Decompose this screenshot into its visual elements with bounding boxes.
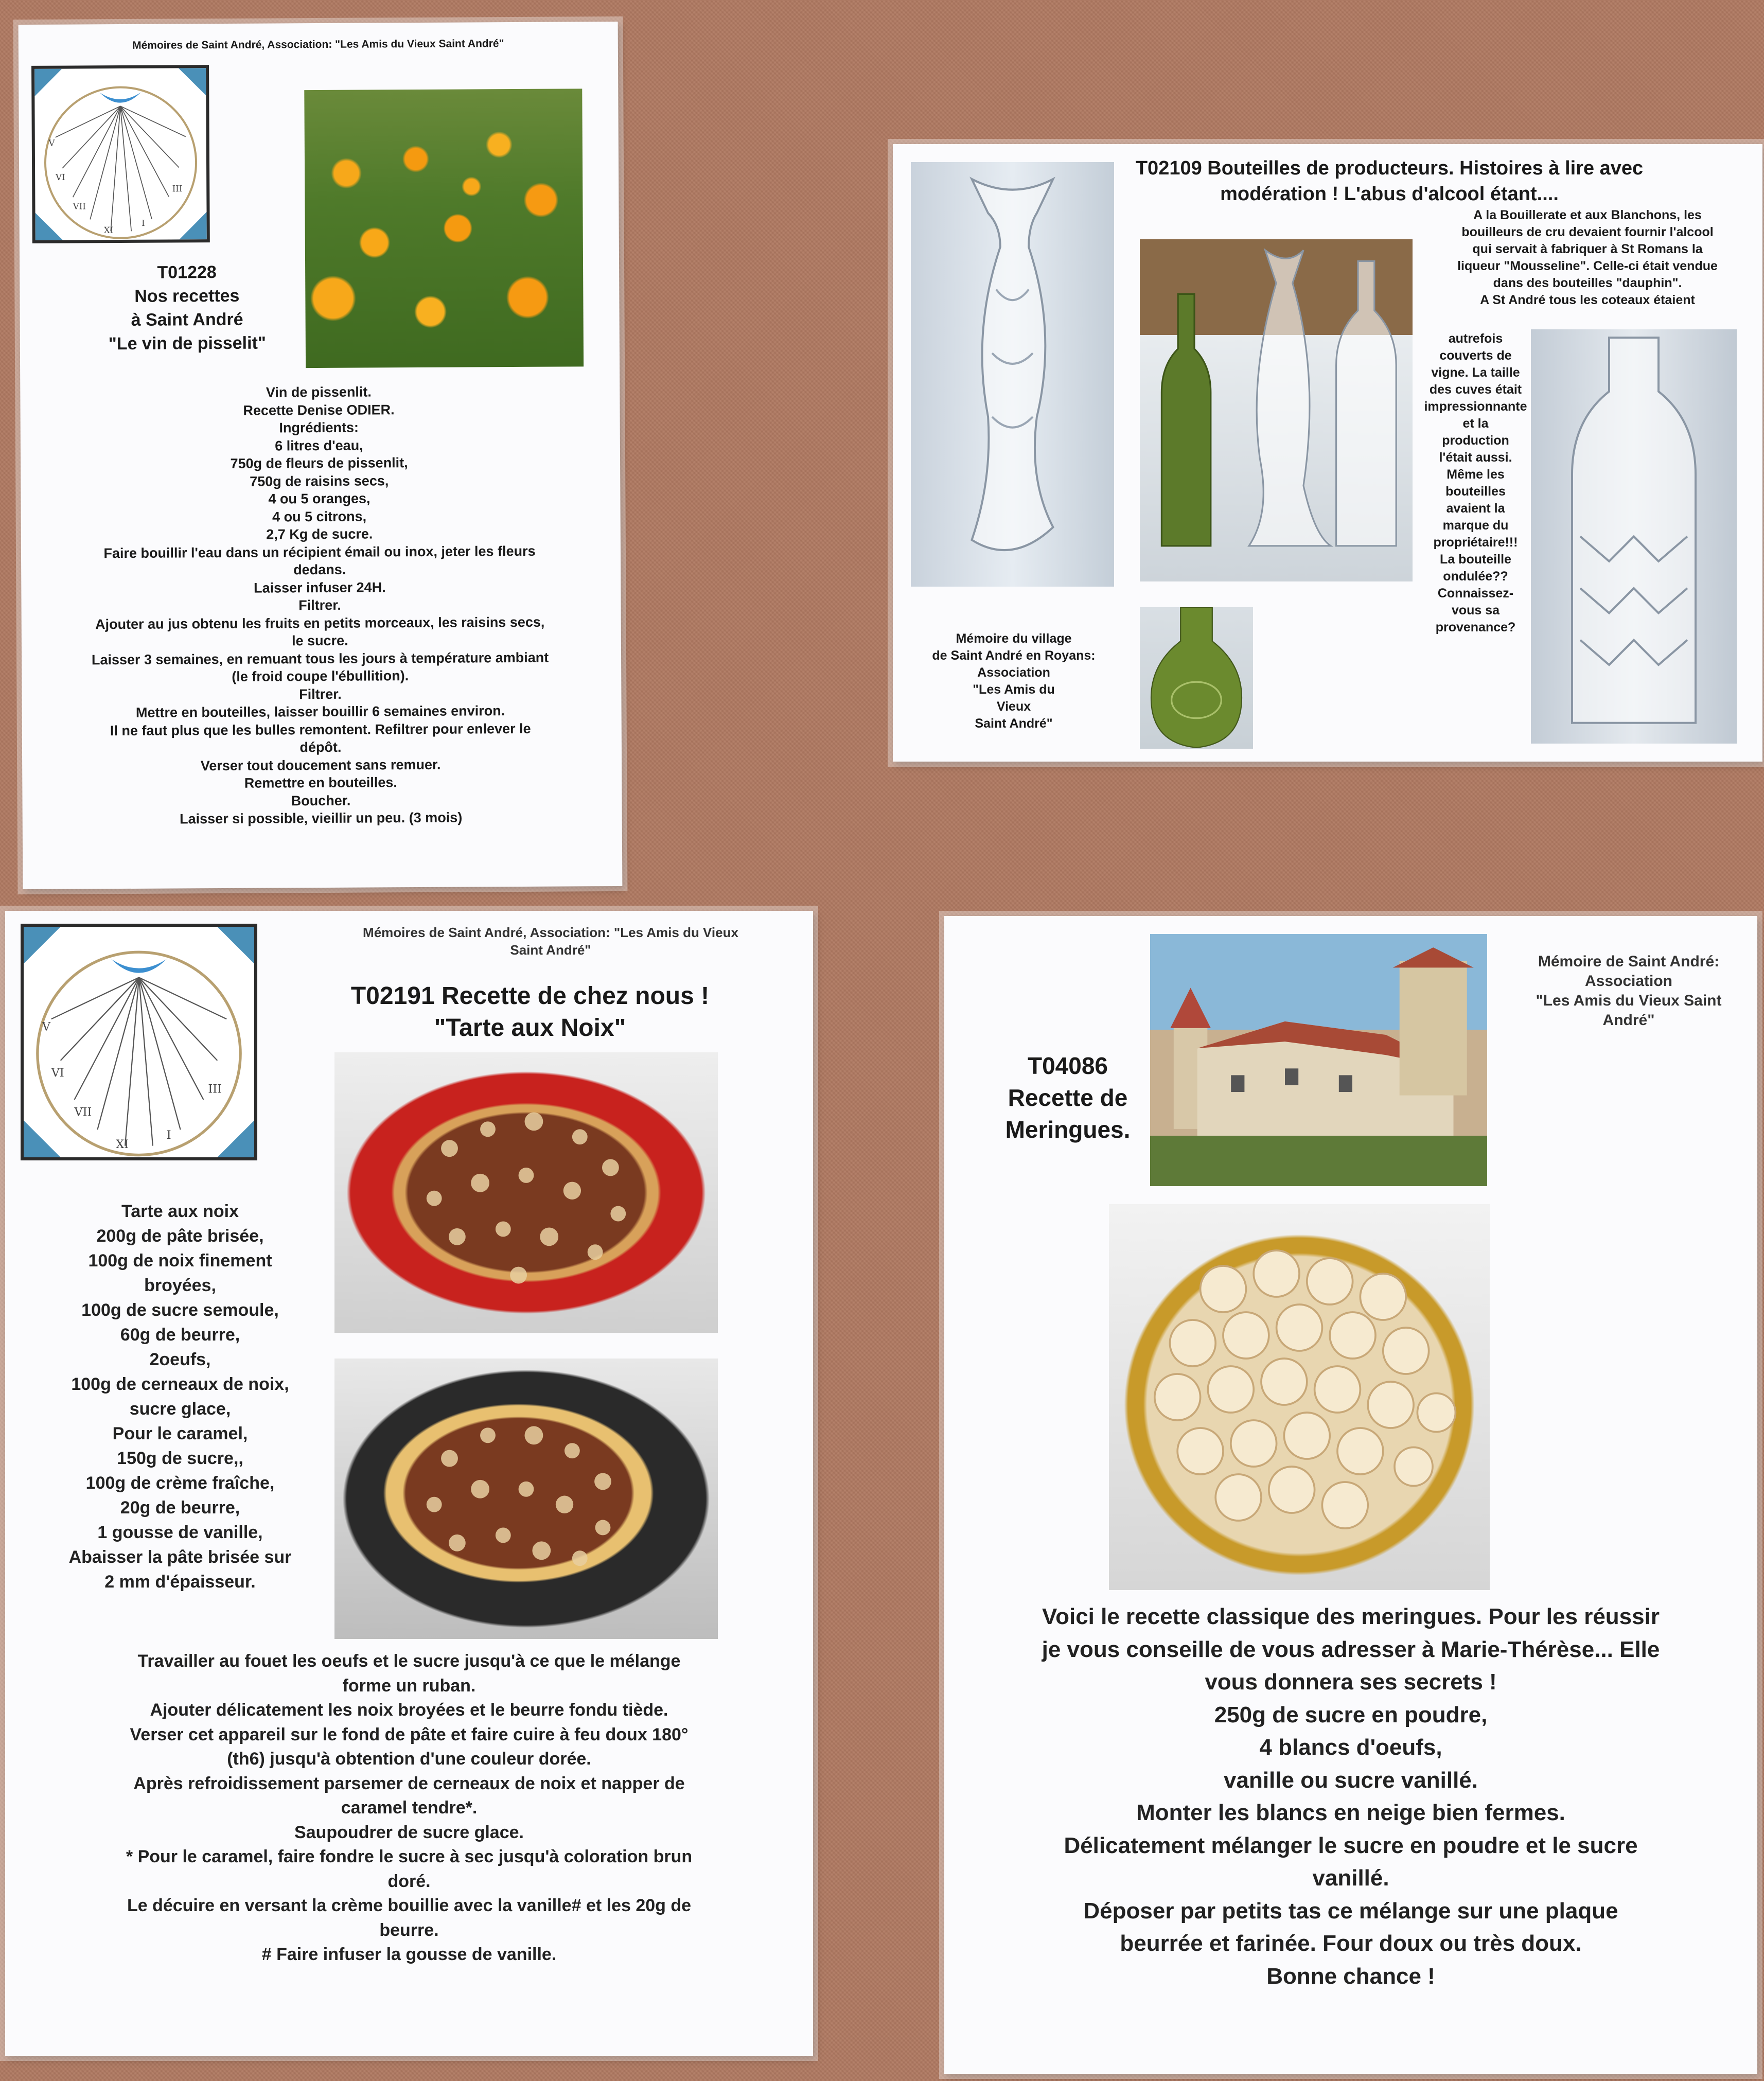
body-line: vanillé. <box>1312 1865 1389 1891</box>
ingredient-line: Pour le caramel, <box>112 1424 248 1443</box>
story-line: Connaissez- <box>1437 586 1514 601</box>
recipe-line: Faire bouillir l'eau dans un récipient émail ou inox, jeter les fleurs <box>103 543 536 561</box>
recipe-line: Verser tout doucement sans remuer. <box>200 756 441 773</box>
ingredient-line: 100g de crème fraîche, <box>85 1473 275 1493</box>
recipe-line: Filtrer. <box>299 686 342 702</box>
step-line: Verser cet appareil sur le fond de pâte et faire cuire à feu doux 180° <box>130 1724 689 1744</box>
sundial-illustration <box>21 924 257 1160</box>
story-line: A St André tous les coteaux étaient <box>1480 293 1695 307</box>
svg-text:XI: XI <box>116 1138 129 1152</box>
story-line: marque du <box>1442 518 1509 533</box>
recipe-line: Ajouter au jus obtenu les fruits en petits morceaux, les raisins secs, <box>95 614 545 632</box>
svg-text:III: III <box>172 184 183 194</box>
story-line: liqueur "Mousseline". Celle-ci était vendue <box>1457 259 1718 273</box>
step-line: Le décuire en versant la crème bouillie avec la vanille# et les 20g de <box>127 1896 692 1915</box>
card4-header-line: "Les Amis du Vieux Saint <box>1536 992 1722 1009</box>
dandelion-field-photo <box>304 89 584 368</box>
ingredient-line: 2 mm d'épaisseur. <box>104 1572 256 1592</box>
card3-header <box>293 924 808 959</box>
ingredient-line: 150g de sucre,, <box>117 1449 243 1468</box>
card3-title <box>283 980 777 1044</box>
story-line: ondulée?? <box>1443 569 1508 584</box>
svg-text:III: III <box>208 1082 222 1096</box>
dolphin-bottle-photo <box>911 162 1114 587</box>
recipe-line: le sucre. <box>292 632 348 649</box>
card3-header-line: Mémoires de Saint André, Association: "Les Amis du Vieux <box>363 925 738 940</box>
story-line: La bouteille <box>1440 552 1511 567</box>
story-line: bouilleurs de cru devaient fournir l'alcool <box>1461 225 1714 239</box>
step-line: Saupoudrer de sucre glace. <box>294 1822 524 1842</box>
story-line: et la <box>1462 416 1489 431</box>
recipe-line: 4 ou 5 oranges, <box>268 490 371 507</box>
step-line: caramel tendre*. <box>341 1798 478 1818</box>
recipe-line: Laisser si possible, vieillir un peu. (3 mois) <box>180 809 463 827</box>
card1-title-line: à Saint André <box>131 309 243 330</box>
card2-title-line: modération ! L'abus d'alcool étant.... <box>1220 183 1559 205</box>
card3-title-line: T02191 Recette de chez nous ! <box>350 982 710 1010</box>
recipe-line: 6 litres d'eau, <box>275 437 363 453</box>
card2-story-top <box>1423 207 1752 309</box>
bottles-info-card <box>893 144 1762 762</box>
story-line: propriétaire!!! <box>1433 535 1518 550</box>
ingredient-line: Tarte aux noix <box>121 1202 239 1221</box>
svg-text:I: I <box>142 218 145 228</box>
footer-line: de Saint André en Royans: <box>932 648 1096 663</box>
story-line: bouteilles <box>1445 484 1506 499</box>
body-line: vous donnera ses secrets ! <box>1205 1669 1497 1695</box>
footer-line: Saint André" <box>975 716 1053 731</box>
svg-text:VI: VI <box>56 172 65 183</box>
body-line: Voici le recette classique des meringues. Pour les réussir <box>1042 1604 1660 1629</box>
step-line: # Faire infuser la gousse de vanille. <box>261 1945 557 1964</box>
card3-steps <box>26 1649 792 1967</box>
ingredient-line: 200g de pâte brisée, <box>96 1226 264 1246</box>
card1-header: Mémoires de Saint André, Association: "Les Amis du Vieux Saint André" <box>132 38 504 51</box>
story-line: provenance? <box>1435 620 1516 634</box>
step-line: Après refroidissement parsemer de cerneaux de noix et napper de <box>133 1773 685 1793</box>
body-line: Monter les blancs en neige bien fermes. <box>1136 1800 1565 1825</box>
ingredient-line: 20g de beurre, <box>120 1498 240 1518</box>
footer-line: Mémoire du village <box>956 631 1072 646</box>
recipe-line: Boucher. <box>291 792 351 808</box>
chateau-photo <box>1150 934 1487 1186</box>
body-line: beurrée et farinée. Four doux ou très doux. <box>1120 1931 1582 1956</box>
story-line: qui servait à fabriquer à St Romans la <box>1472 242 1703 256</box>
step-line: (th6) jusqu'à obtention d'une couleur dorée. <box>227 1749 591 1769</box>
recipe-card-walnut-tart <box>5 911 813 2056</box>
recipe-line: 2,7 Kg de sucre. <box>266 526 373 542</box>
card1-title-line: Nos recettes <box>134 286 240 306</box>
step-line: forme un ruban. <box>342 1676 476 1696</box>
card2-title-line: T02109 Bouteilles de producteurs. Histoires à lire avec <box>1135 157 1644 179</box>
recipe-line: (le froid coupe l'ébullition). <box>232 668 409 684</box>
card2-title <box>1096 155 1683 207</box>
card2-story-column <box>1418 330 1533 636</box>
step-line: Travailler au fouet les oeufs et le sucre jusqu'à ce que le mélange <box>137 1651 681 1671</box>
card1-recipe-text <box>51 382 589 828</box>
recipe-line: Remettre en bouteilles. <box>244 774 397 791</box>
step-line: * Pour le caramel, faire fondre le sucre à sec jusqu'à coloration brun <box>126 1847 693 1866</box>
card1-title <box>66 260 308 356</box>
story-line: couverts de <box>1439 348 1512 363</box>
ingredient-line: 60g de beurre, <box>120 1325 240 1345</box>
card4-title-line: Meringues. <box>1005 1116 1131 1143</box>
story-line: l'était aussi. <box>1439 450 1512 465</box>
svg-text:VII: VII <box>74 1105 92 1119</box>
story-line: Même les <box>1447 467 1505 482</box>
story-line: production <box>1442 433 1509 448</box>
recipe-line: dedans. <box>293 561 346 578</box>
recipe-line: dépôt. <box>299 739 342 755</box>
card3-ingredients <box>26 1199 334 1594</box>
recipe-card-meringues <box>944 916 1757 2074</box>
body-line: je vous conseille de vous adresser à Marie-Thérèse... Elle <box>1042 1636 1660 1662</box>
recipe-line: Il ne faut plus que les bulles remontent. Refiltrer pour enlever le <box>110 720 531 738</box>
ingredient-line: 100g de cerneaux de noix, <box>71 1374 289 1394</box>
footer-line: Vieux <box>996 699 1031 714</box>
svg-text:I: I <box>166 1128 171 1142</box>
ingredient-line: broyées, <box>144 1276 216 1295</box>
step-line: doré. <box>387 1871 431 1891</box>
card3-header-line: Saint André" <box>510 942 591 958</box>
wavy-bottle-photo <box>1531 329 1737 744</box>
card4-header-line: Association <box>1584 973 1673 990</box>
story-line: impressionnante <box>1424 399 1527 414</box>
recipe-line: Vin de pissenlit. <box>266 384 372 400</box>
footer-line: Association <box>977 665 1050 680</box>
card2-footer <box>903 630 1124 732</box>
card4-header-line: Mémoire de Saint André: <box>1538 953 1720 970</box>
svg-text:V: V <box>42 1020 51 1034</box>
story-line: A la Bouillerate et aux Blanchons, les <box>1473 208 1702 222</box>
recipe-line: 750g de fleurs de pissenlit, <box>230 455 408 471</box>
green-bottle-photo <box>1140 607 1253 749</box>
sundial-illustration <box>31 65 210 243</box>
svg-text:VII: VII <box>73 201 86 211</box>
card4-title-line: Recette de <box>1008 1084 1128 1111</box>
svg-text:V: V <box>48 138 55 148</box>
recipe-line: 4 ou 5 citrons, <box>272 508 367 524</box>
body-line: Bonne chance ! <box>1266 1963 1435 1989</box>
story-line: avaient la <box>1446 501 1505 516</box>
ingredient-line: Abaisser la pâte brisée sur <box>68 1547 292 1567</box>
story-line: autrefois <box>1448 331 1503 346</box>
story-line: vigne. La taille <box>1431 365 1520 380</box>
ingredient-line: sucre glace, <box>129 1399 231 1419</box>
body-line: vanille ou sucre vanillé. <box>1224 1767 1478 1793</box>
ingredient-line: 2oeufs, <box>149 1350 211 1369</box>
story-line: des cuves était <box>1429 382 1522 397</box>
card4-header <box>1500 952 1757 1030</box>
story-line: dans des bouteilles "dauphin". <box>1493 276 1682 290</box>
card1-code: T01228 <box>157 262 217 283</box>
meringues-photo <box>1109 1204 1490 1590</box>
walnut-tart-photo-1 <box>334 1052 718 1333</box>
recipe-line: Filtrer. <box>298 597 341 613</box>
recipe-line: Recette Denise ODIER. <box>243 401 395 418</box>
walnut-tart-photo-2 <box>334 1359 718 1639</box>
recipe-line: Ingrédients: <box>279 419 359 436</box>
card3-title-line: "Tarte aux Noix" <box>434 1014 626 1042</box>
ingredient-line: 100g de sucre semoule, <box>81 1300 279 1320</box>
recipe-line: Laisser infuser 24H. <box>253 579 386 596</box>
three-bottles-photo <box>1140 239 1413 581</box>
ingredient-line: 100g de noix finement <box>88 1251 272 1271</box>
card4-title-line: T04086 <box>1027 1052 1108 1079</box>
card1-title-line: "Le vin de pisselit" <box>108 333 267 354</box>
recipe-line: Mettre en bouteilles, laisser bouillir 6 semaines environ. <box>135 703 505 720</box>
ingredient-line: 1 gousse de vanille, <box>97 1523 263 1542</box>
recipe-card-dandelion-wine <box>19 22 623 889</box>
footer-line: "Les Amis du <box>973 682 1055 697</box>
card4-title <box>965 1050 1171 1145</box>
card4-body <box>960 1600 1742 1992</box>
body-line: Déposer par petits tas ce mélange sur une plaque <box>1083 1898 1618 1924</box>
recipe-line: Laisser 3 semaines, en remuant tous les jours à température ambiant <box>91 649 549 667</box>
body-line: Délicatement mélanger le sucre en poudre et le sucre <box>1064 1832 1638 1858</box>
body-line: 250g de sucre en poudre, <box>1214 1702 1488 1727</box>
step-line: beurre. <box>379 1920 439 1940</box>
svg-text:XI: XI <box>103 225 114 235</box>
story-line: vous sa <box>1451 603 1500 618</box>
svg-text:VI: VI <box>51 1066 64 1080</box>
step-line: Ajouter délicatement les noix broyées et le beurre fondu tiède. <box>150 1700 668 1720</box>
card4-header-line: André" <box>1602 1012 1655 1029</box>
body-line: 4 blancs d'oeufs, <box>1259 1735 1442 1760</box>
recipe-line: 750g de raisins secs, <box>250 472 389 489</box>
